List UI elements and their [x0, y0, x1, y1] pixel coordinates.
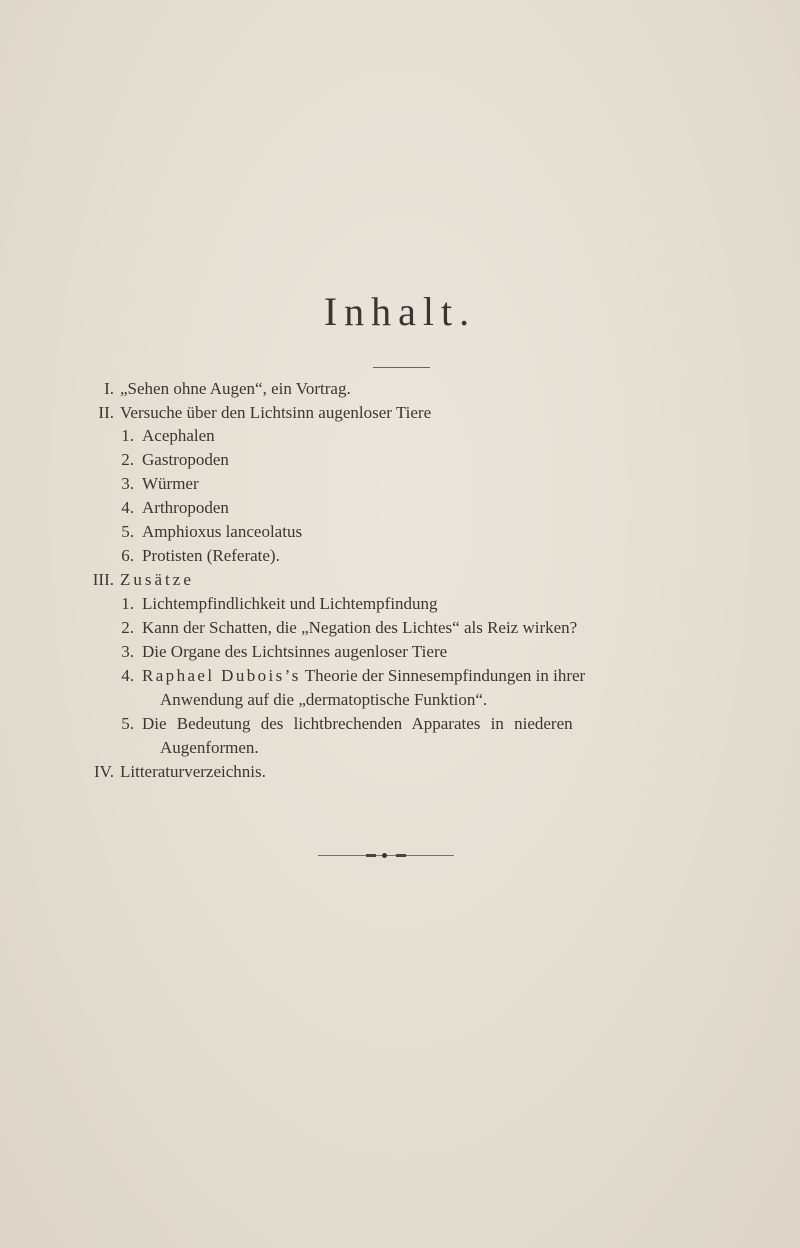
- toc-number: I.: [104, 379, 114, 398]
- toc-text-line: [142, 666, 585, 686]
- toc-text: Gastropoden: [142, 450, 229, 469]
- ornamental-divider: [318, 853, 454, 859]
- toc-text: Zusätze: [120, 570, 194, 589]
- toc-text: Acephalen: [142, 426, 215, 445]
- toc-number: 4.: [121, 666, 134, 685]
- toc-text: Arthropoden: [142, 498, 229, 517]
- divider-dot: [382, 853, 387, 858]
- toc-text: Die Organe des Lichtsinnes augenloser Tiere: [142, 642, 448, 661]
- divider-dash-left: [366, 854, 376, 857]
- toc-text: Die Bedeutung des lichtbrechenden Apparates in niederen: [142, 714, 573, 733]
- toc-number: 3.: [121, 474, 134, 493]
- toc-number: 1.: [121, 594, 134, 613]
- toc-text: Amphioxus lanceolatus: [142, 522, 303, 541]
- toc-text: Versuche über den Lichtsinn augenloser Tiere: [120, 403, 432, 422]
- title-divider: [373, 367, 430, 368]
- toc-text: Kann der Schatten, die „Negation des Lichtes“ als Reiz wirken?: [142, 618, 578, 637]
- toc-number: II.: [98, 403, 114, 422]
- toc-text: Theorie der Sinnesempfindungen in ihrer: [304, 666, 586, 685]
- toc-text: Litteraturverzeichnis.: [120, 762, 266, 781]
- toc-number: III.: [92, 570, 114, 589]
- author-name: Raphael Dubois’s: [142, 666, 301, 685]
- toc-text: Würmer: [142, 474, 199, 493]
- toc-number: 3.: [121, 642, 134, 661]
- toc-text: Augenformen.: [160, 738, 259, 757]
- toc-number: IV.: [94, 762, 114, 781]
- toc-number: 6.: [121, 546, 134, 565]
- toc-number: 4.: [121, 498, 134, 517]
- toc-number: 5.: [121, 522, 134, 541]
- toc-number: 2.: [121, 618, 134, 637]
- toc-text: Lichtempfindlichkeit und Lichtempfindung: [142, 594, 438, 613]
- toc-text: „Sehen ohne Augen“, ein Vortrag.: [120, 379, 351, 398]
- divider-dash-right: [396, 854, 406, 857]
- toc-number: 2.: [121, 450, 134, 469]
- toc-number: 1.: [121, 426, 134, 445]
- toc-text: Protisten (Referate).: [142, 546, 280, 565]
- toc-number: 5.: [121, 714, 134, 733]
- page-title: Inhalt.: [323, 289, 477, 334]
- toc-text: Anwendung auf die „dermatoptische Funktion“.: [160, 690, 488, 709]
